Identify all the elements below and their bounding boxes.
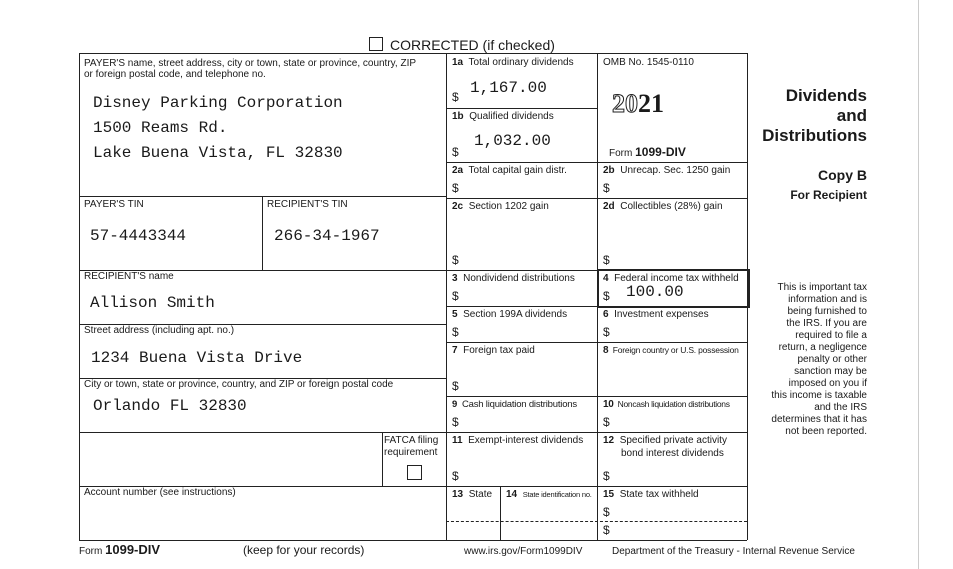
col-divider-1 (446, 53, 447, 540)
form-left-border (79, 53, 80, 540)
box-2c-dollar: $ (452, 253, 459, 267)
box-4-value[interactable]: 100.00 (626, 283, 684, 301)
payer-city-field[interactable]: Lake Buena Vista, FL 32830 (93, 144, 343, 162)
box-1a-label: 1a Total ordinary dividends (452, 57, 574, 68)
footer-form-name: Form 1099-DIV (79, 542, 161, 557)
box-5-dollar: $ (452, 325, 459, 339)
form-title-line1: Dividends and (785, 86, 867, 125)
fatca-label: FATCA filing (384, 435, 439, 446)
box-10-dollar: $ (603, 415, 610, 429)
state-dashed-line (446, 521, 747, 522)
recipient-notice: This is important tax information and is being furnished to the IRS. If you are required to file a return, a negligence penalty or other sanction may be imposed on you if this income is taxable and the IRS determines that it has not been reported. (771, 282, 867, 437)
b13-b14-divider (500, 486, 501, 540)
box-5-label: 5 Section 199A dividends (452, 309, 568, 320)
row-7-top-line (446, 342, 747, 343)
copy-title: Copy B (818, 167, 867, 183)
box-11-dollar: $ (452, 469, 459, 483)
street-label: Street address (including apt. no.) (84, 325, 235, 336)
recipient-tin-field[interactable]: 266-34-1967 (274, 227, 380, 245)
box-6-dollar: $ (603, 325, 610, 339)
recipient-name-label: RECIPIENT'S name (84, 271, 174, 282)
fatca-label-line2: requirement (384, 447, 438, 458)
tin-divider (262, 196, 263, 270)
box-12-label: 12 Specified private activity (603, 435, 727, 446)
recipient-name-field[interactable]: Allison Smith (90, 294, 215, 312)
box-6-label: 6 Investment expenses (603, 309, 709, 320)
row-13-top-line (446, 486, 747, 487)
box-9-label: 9 Cash liquidation distributions (452, 399, 577, 410)
form-top-border (79, 53, 747, 54)
row-9-top-line (446, 396, 747, 397)
box-15-label: 15 State tax withheld (603, 489, 699, 500)
fatca-top-line (79, 432, 446, 433)
account-label: Account number (see instructions) (84, 487, 236, 498)
box-2a-label: 2a Total capital gain distr. (452, 165, 567, 176)
corrected-checkbox[interactable] (369, 37, 383, 51)
box-2b-label: 2b Unrecap. Sec. 1250 gain (603, 165, 731, 176)
box-12-label-line2: bond interest dividends (621, 448, 724, 459)
box-2b-dollar: $ (603, 181, 610, 195)
box-9-dollar: $ (452, 415, 459, 429)
footer-keep-note: (keep for your records) (243, 543, 365, 557)
box-3-dollar: $ (452, 289, 459, 303)
payer-tin-field[interactable]: 57-4443344 (90, 227, 187, 245)
box-1b-value[interactable]: 1,032.00 (474, 132, 551, 150)
recipient-tin-label: RECIPIENT'S TIN (267, 199, 348, 210)
payer-label-line2: or foreign postal code, and telephone no. (84, 69, 266, 80)
box-8-label: 8 Foreign country or U.S. possession (603, 345, 739, 356)
footer-department: Department of the Treasury - Internal Revenue Service (612, 546, 855, 557)
tax-year-prefix: 20 (612, 89, 638, 118)
box-2a-dollar: $ (452, 181, 459, 195)
box-13-label: 13 State (452, 489, 493, 500)
tax-year (612, 89, 664, 119)
row-11-top-line (446, 432, 747, 433)
row-2c-top-line (446, 198, 747, 199)
box-1a-dollar: $ (452, 90, 459, 104)
footer-url: www.irs.gov/Form1099DIV (464, 546, 583, 557)
box-11-label: 11 Exempt-interest dividends (452, 435, 584, 446)
b1b-top-line (446, 108, 597, 109)
box-3-label: 3 Nondividend distributions (452, 273, 575, 284)
payer-tin-label: PAYER'S TIN (84, 199, 144, 210)
payer-label: PAYER'S name, street address, city or town, state or province, country, ZIP (84, 58, 417, 69)
box-1a-value[interactable]: 1,167.00 (470, 79, 547, 97)
payer-name-field[interactable]: Disney Parking Corporation (93, 94, 343, 112)
form-bottom-border (79, 540, 747, 541)
copy-subtitle: For Recipient (790, 188, 867, 202)
box-4-dollar: $ (603, 289, 610, 303)
fatca-divider (382, 432, 383, 486)
box-7-label: 7 Foreign tax paid (452, 345, 535, 356)
page-edge (918, 0, 919, 569)
form-title-line2: Distributions (762, 126, 867, 145)
row-2a-top-line (446, 162, 747, 163)
city-field[interactable]: Orlando FL 32830 (93, 397, 247, 415)
box-7-dollar: $ (452, 379, 459, 393)
form-name: Form 1099-DIV (609, 145, 686, 159)
box-1b-label: 1b Qualified dividends (452, 111, 554, 122)
box-1b-dollar: $ (452, 145, 459, 159)
omb-number: OMB No. 1545-0110 (603, 57, 694, 68)
city-label: City or town, state or province, country, and ZIP or foreign postal code (84, 379, 394, 390)
box-15-dollar-2: $ (603, 523, 610, 537)
box-2d-dollar: $ (603, 253, 610, 267)
box-2d-label: 2d Collectibles (28%) gain (603, 201, 723, 212)
fatca-checkbox[interactable] (407, 465, 422, 480)
box-2c-label: 2c Section 1202 gain (452, 201, 549, 212)
street-field[interactable]: 1234 Buena Vista Drive (91, 349, 303, 367)
box-14-label: 14 State identification no. (506, 489, 592, 500)
box-4-label: 4 Federal income tax withheld (603, 273, 739, 284)
box-10-label: 10 Noncash liquidation distributions (603, 399, 730, 410)
payer-street-field[interactable]: 1500 Reams Rd. (93, 119, 228, 137)
box-12-dollar: $ (603, 469, 610, 483)
corrected-label: CORRECTED (if checked) (390, 37, 555, 53)
tax-year-suffix: 21 (638, 89, 664, 118)
form-title (753, 86, 867, 146)
box-15-dollar-1: $ (603, 505, 610, 519)
